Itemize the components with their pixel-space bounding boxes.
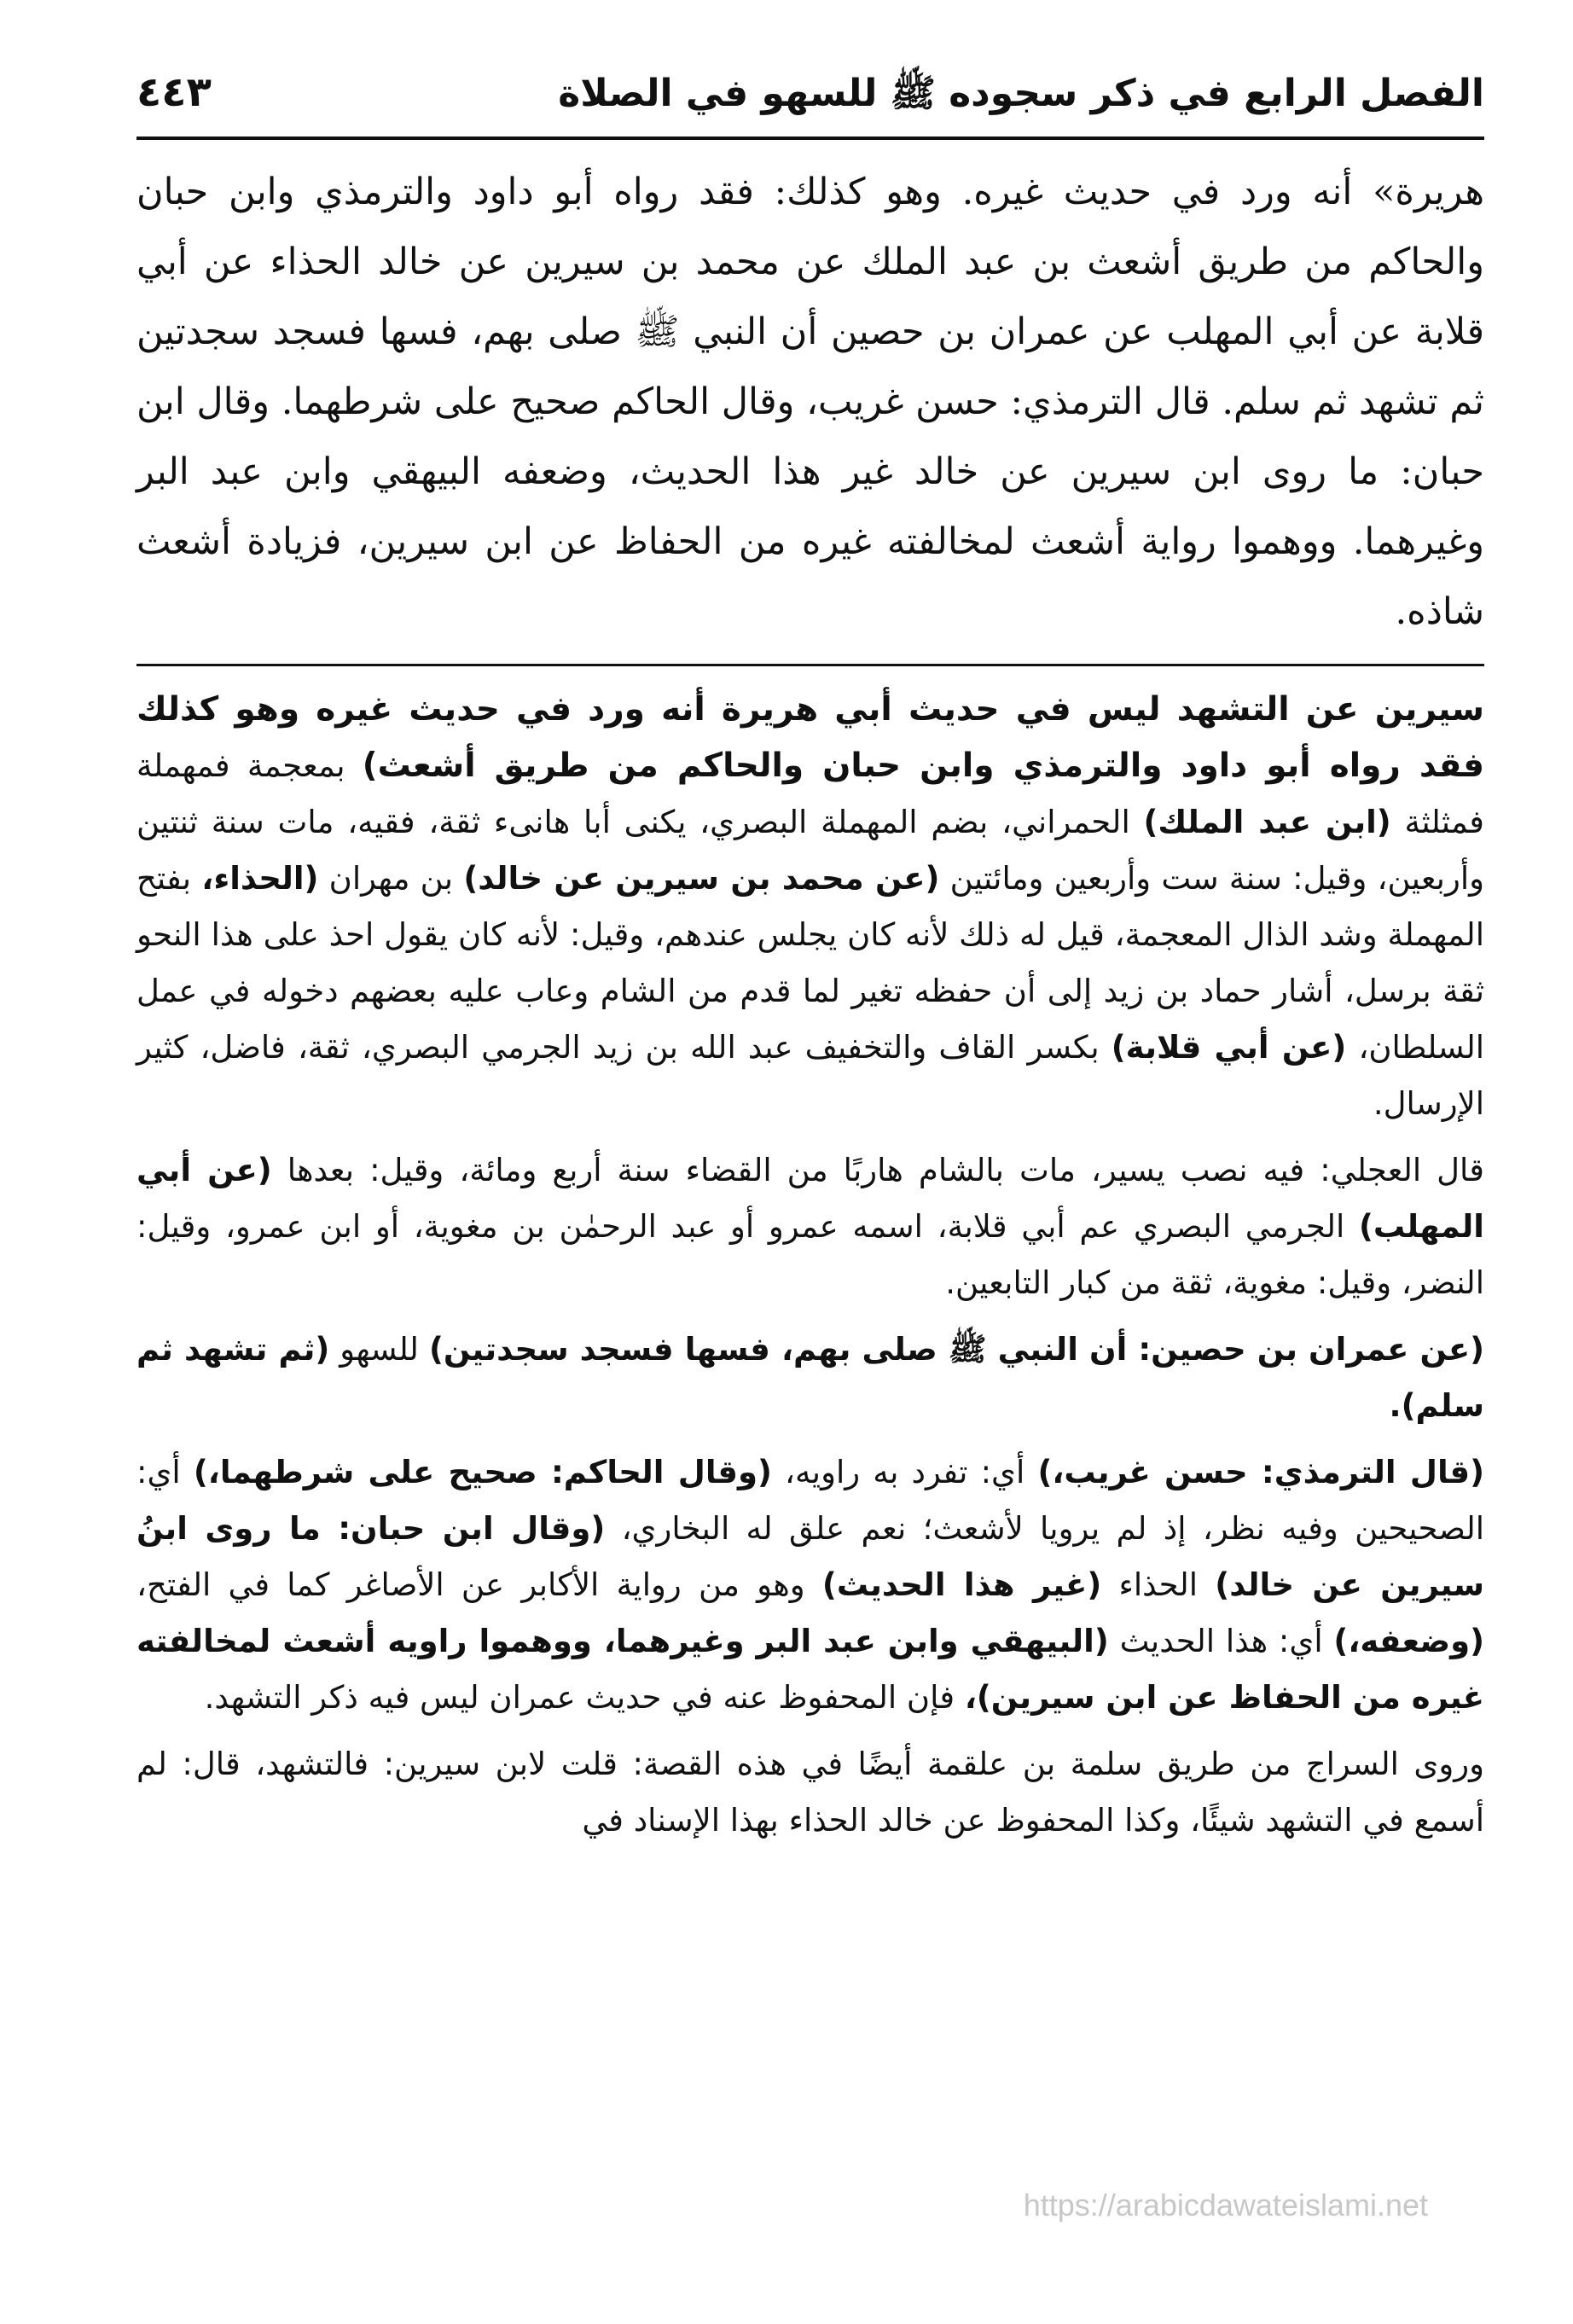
commentary-text: بكسر القاف والتخفيف عبد الله بن زيد الجرمي البصري، ثقة، فاضل، كثير الإرسال. <box>136 1029 1484 1122</box>
commentary-text: بمعجمة فمهملة فمثلثة <box>136 747 1484 840</box>
commentary-text: الحذاء <box>1101 1566 1216 1603</box>
quoted-phrase: (وقال ابن حبان: ما روى ابنُ سيرين عن خالد) <box>136 1510 1485 1603</box>
commentary-text: أي: هذا الحديث <box>1108 1623 1334 1659</box>
commentary-text: بن مهران <box>318 860 464 897</box>
commentary-paragraph-1 <box>136 682 1484 1132</box>
page-number: ٤٤٣ <box>136 68 212 116</box>
commentary-text: الحمراني، بضم المهملة البصري، يكنى أبا هانىء ثقة، فقيه، مات سنة ثنتين وأربعين، وقيل: سنة ست وأربعين ومائتين <box>136 804 1484 897</box>
commentary-block <box>136 682 1484 1849</box>
main-text-block: هريرة» أنه ورد في حديث غيره. وهو كذلك: فقد رواه أبو داود والترمذي وابن حبان والحاكم من طريق أشعث بن عبد الملك عن محمد بن سيرين عن خالد الحذاء عن أبي قلابة عن أبي المهلب عن عمران بن حصين أن النبي ﷺ صلى بهم، فسها فسجد سجدتين ثم تشهد ثم سلم. قال الترمذي: حسن غريب، وقال الحاكم صحيح على شرطهما. وقال ابن حبان: ما روى ابن سيرين عن خالد غير هذا الحديث، وضعفه البيهقي وابن عبد البر وغيرهما. ووهموا رواية أشعث لمخالفته غيره من الحفاظ عن ابن سيرين، فزيادة أشعث شاذه. <box>136 171 1484 633</box>
quoted-phrase: (عن أبي قلابة) <box>1111 1029 1347 1066</box>
book-page <box>136 60 1484 1859</box>
commentary-paragraph-5: وروى السراج من طريق سلمة بن علقمة أيضًا في هذه القصة: قلت لابن سيرين: فالتشهد، قال: لم أسمع في التشهد شيئًا، وكذا المحفوظ عن خالد الحذاء بهذا الإسناد في <box>136 1746 1484 1839</box>
chapter-title: الفصل الرابع في ذكر سجوده ﷺ للسهو في الصلاة <box>558 72 1484 115</box>
quoted-phrase: (غير هذا الحديث) <box>821 1566 1102 1603</box>
commentary-text: فإن المحفوظ عنه في حديث عمران ليس فيه ذكر التشهد. <box>204 1679 965 1716</box>
watermark-url: https://arabicdawateislami.net <box>1023 2187 1428 2222</box>
text-divider <box>136 664 1484 666</box>
commentary-text: قال العجلي: فيه نصب يسير، مات بالشام هاربًا من القضاء سنة أربع ومائة، وقيل: بعدها <box>271 1152 1484 1188</box>
quoted-phrase: (عن محمد بن سيرين عن خالد) <box>463 860 940 897</box>
quoted-phrase: (البيهقي وابن عبد البر وغيرهما، ووهموا راويه أشعث لمخالفته غيره من الحفاظ عن ابن سيرين)، <box>136 1623 1484 1716</box>
commentary-paragraph-2 <box>136 1142 1484 1311</box>
commentary-paragraph-3 <box>136 1322 1484 1434</box>
page-header <box>136 60 1484 140</box>
commentary-paragraph-4 <box>136 1444 1484 1726</box>
quoted-phrase: (عن أبي المهلب) <box>136 1152 1484 1245</box>
commentary-text: أي: تفرد به راويه، <box>771 1454 1038 1490</box>
quoted-phrase: (ثم تشهد ثم سلم). <box>136 1331 1484 1424</box>
quoted-phrase: (وضعفه،) <box>1333 1623 1484 1659</box>
quoted-phrase: (عن عمران بن حصين: أن النبي ﷺ صلى بهم، فسها فسجد سجدتين) <box>428 1331 1484 1368</box>
quoted-phrase: (الحذاء، <box>201 860 319 897</box>
quoted-phrase: (قال الترمذي: حسن غريب،) <box>1037 1454 1484 1490</box>
commentary-text: وهو من رواية الأكابر عن الأصاغر كما في الفتح، <box>136 1566 822 1603</box>
commentary-text: للسهو <box>329 1331 429 1368</box>
commentary-text: الجرمي البصري عم أبي قلابة، اسمه عمرو أو عبد الرحمٰن بن مغوية، أو ابن عمرو، وقيل: النضر، وقيل: مغوية، ثقة من كبار التابعين. <box>136 1208 1484 1301</box>
quoted-phrase: (ابن عبد الملك) <box>1143 804 1391 840</box>
commentary-text: بفتح المهملة وشد الذال المعجمة، قيل له ذلك لأنه كان يجلس عندهم، وقيل: لأنه كان يقول احذ على هذا النحو ثقة برسل، أشار حماد بن زيد إلى أن حفظه تغير لما قدم من الشام وعاب عليه بعضهم دخوله في عمل السلطان، <box>136 860 1484 1066</box>
commentary-lead: سيرين عن التشهد ليس في حديث أبي هريرة أنه ورد في حديث غيره وهو كذلك فقد رواه أبو داود والترمذي وابن حبان والحاكم من طريق أشعث) <box>136 690 1484 785</box>
commentary-text: أي: الصحيحين وفيه نظر، إذ لم يرويا لأشعث؛ نعم علق له البخاري، <box>136 1454 1484 1547</box>
quoted-phrase: (وقال الحاكم: صحيح على شرطهما،) <box>193 1454 772 1490</box>
